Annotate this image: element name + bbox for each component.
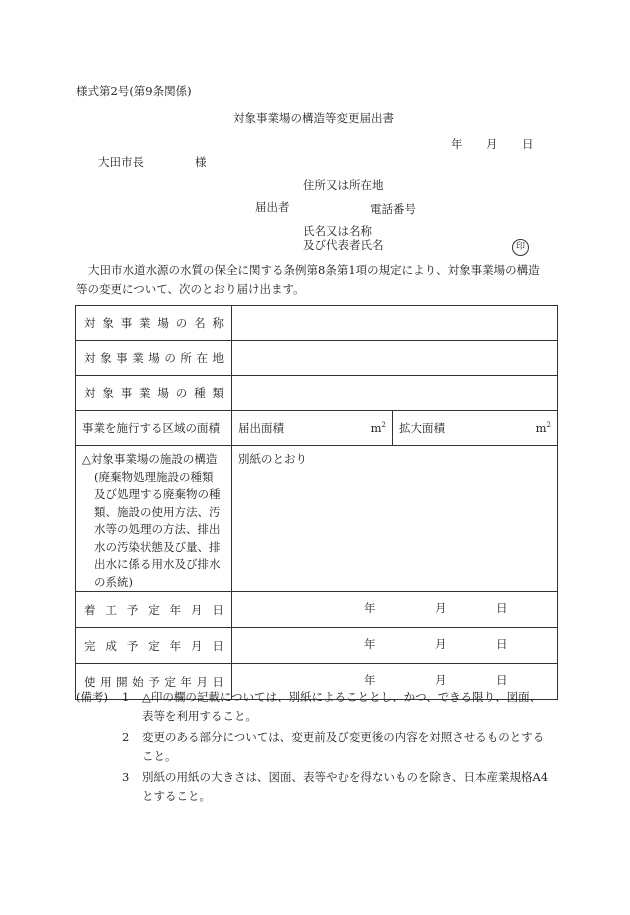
- completion-date-year: 年: [364, 636, 376, 651]
- facility-location-label-char: 在: [196, 351, 208, 365]
- use-start-date-label-char: 日: [212, 674, 224, 689]
- facility-location-label-char: 事: [116, 351, 128, 365]
- phone-label: 電話番号: [370, 202, 416, 216]
- notes-section: [76, 688, 561, 806]
- facility-name-label-char: 場: [157, 316, 169, 330]
- note-text-3: 別紙の用紙の大きさは、図面、表等やむを得ないものを除き、日本産業規格A4 とすること。: [142, 770, 549, 803]
- structure-label-detail-line: 水の汚染状態及び量、排: [94, 539, 221, 554]
- facility-type-label-char: 象: [102, 386, 114, 400]
- use-start-date-day: 日: [496, 672, 508, 687]
- table-row-facility-type: [76, 376, 558, 411]
- completion-date-label-char: 定: [148, 638, 160, 653]
- facility-location-label: [76, 341, 232, 376]
- completion-date-label-char: 日: [212, 638, 224, 653]
- facility-name-label-char: 称: [212, 316, 224, 330]
- use-start-date-label-char: 定: [164, 674, 176, 689]
- start-date-label-char: 定: [148, 602, 160, 617]
- start-date-label-char: 年: [169, 602, 182, 617]
- structure-label-line1: △対象事業場の施設の構造: [82, 452, 218, 466]
- notes-heading: (備考): [76, 690, 108, 704]
- body-text-line-1: 大田市水道水源の水質の保全に関する条例第8条第1項の規定により、対象事業場の構造: [88, 263, 540, 277]
- structure-label-detail-line: の系統): [94, 574, 133, 589]
- completion-date-month: 月: [435, 636, 447, 651]
- start-date-label: [76, 592, 232, 628]
- facility-type-label-char: 場: [157, 386, 169, 400]
- start-date-label-char: 着: [84, 602, 96, 617]
- seal-icon: 印: [512, 239, 529, 256]
- start-date-value[interactable]: [232, 592, 558, 628]
- table-row-structure: [76, 446, 558, 592]
- note-text-2: 変更のある部分については、変更前及び変更後の内容を対照させるものとする こと。: [142, 730, 545, 763]
- form-table: [75, 305, 558, 700]
- use-start-date-label-char: 使: [84, 674, 96, 689]
- facility-name-label-char: 事: [120, 316, 133, 330]
- start-date-year: 年: [364, 600, 376, 615]
- facility-location-label-char: 象: [100, 351, 112, 365]
- structure-label-detail-line: 水等の処理の方法、排出: [94, 522, 221, 536]
- structure-label-detail-line: (廃棄物処理施設の種類: [94, 469, 214, 484]
- start-date-month: 月: [435, 600, 447, 615]
- facility-type-label-char: 業: [139, 386, 151, 400]
- completion-date-day: 日: [496, 636, 508, 651]
- completion-date-label-char: 月: [191, 638, 203, 653]
- use-start-date-label-char: 予: [148, 674, 160, 689]
- structure-label-detail-line: 出水に係る用水及び排水: [94, 557, 221, 571]
- structure-value[interactable]: [232, 446, 558, 592]
- use-start-date-year: 年: [364, 672, 376, 687]
- expanded-area-unit: $m^2$: [535, 421, 551, 435]
- facility-location-value[interactable]: [232, 341, 558, 376]
- name-label-1: 氏名又は名称: [303, 224, 372, 238]
- facility-location-label-char: 所: [180, 351, 192, 365]
- completion-date-label-char: 完: [84, 638, 96, 653]
- body-text-line-2: 等の変更について、次のとおり届け出ます。: [76, 282, 305, 296]
- date-day: 日: [522, 137, 534, 151]
- facility-location-label-char: 場: [148, 351, 160, 365]
- facility-name-label-char: の: [175, 316, 188, 330]
- structure-label-detail-line: 及び処理する廃棄物の種: [94, 487, 221, 501]
- reported-area-unit: $m^2$: [370, 421, 386, 435]
- facility-name-value[interactable]: [232, 306, 558, 341]
- note-item-3: [76, 768, 561, 806]
- completion-date-label-char: 成: [105, 638, 117, 653]
- facility-type-label-char: 対: [84, 386, 96, 400]
- reported-area-label: 届出面積: [238, 421, 284, 435]
- addressee-name: 大田市長: [98, 155, 144, 169]
- name-label-2: 及び代表者氏名: [303, 238, 384, 252]
- facility-location-label-char: 業: [132, 351, 144, 365]
- facility-type-label-char: 事: [120, 386, 133, 400]
- facility-type-value[interactable]: [232, 376, 558, 411]
- facility-location-label-char: 地: [212, 351, 224, 365]
- use-start-date-label-char: 開: [116, 674, 128, 689]
- completion-date-value[interactable]: [232, 628, 558, 664]
- completion-date-label-char: 予: [126, 638, 139, 653]
- start-date-label-char: 予: [126, 602, 139, 617]
- seal-mark: [512, 239, 529, 256]
- structure-label: [76, 446, 232, 592]
- facility-location-label-char: 対: [84, 351, 96, 365]
- expanded-area-label: 拡大面積: [399, 421, 445, 435]
- table-row-facility-location: [76, 341, 558, 376]
- expanded-area-cell[interactable]: [393, 411, 558, 446]
- start-date-label-char: 日: [212, 602, 224, 617]
- note-text-1: △印の欄の記載については、別紙によることとし、かつ、できる限り、図面、 表等を利用すること。: [142, 690, 542, 723]
- note-number-2: 2: [122, 730, 130, 744]
- use-start-date-label-char: 始: [132, 674, 144, 689]
- use-start-date-label-char: 用: [100, 674, 112, 689]
- facility-type-label-char: の: [175, 386, 188, 400]
- date-year: 年: [451, 137, 463, 151]
- start-date-label-char: 工: [105, 602, 117, 617]
- table-row-area: [76, 411, 558, 446]
- facility-type-label: [76, 376, 232, 411]
- facility-name-label-char: 対: [84, 316, 96, 330]
- structure-label-detail-line: 類、施設の使用方法、汚: [94, 504, 221, 519]
- facility-type-label-char: 種: [194, 386, 206, 400]
- area-label: 事業を施行する区域の面積: [76, 411, 232, 446]
- note-number-1: 1: [122, 690, 130, 704]
- reported-area-cell[interactable]: [232, 411, 393, 446]
- facility-name-label-char: 業: [139, 316, 151, 330]
- table-row-start-date: [76, 592, 558, 628]
- address-label: 住所又は所在地: [303, 178, 384, 192]
- table-row-facility-name: [76, 306, 558, 341]
- submitter-role-label: 届出者: [255, 200, 290, 214]
- completion-date-label: [76, 628, 232, 664]
- addressee-honorific: 様: [195, 155, 207, 169]
- completion-date-label-char: 年: [169, 638, 182, 653]
- start-date-day: 日: [496, 600, 508, 615]
- table-row-completion-date: [76, 628, 558, 664]
- note-item-2: [76, 728, 561, 766]
- facility-name-label-char: 象: [102, 316, 114, 330]
- use-start-date-label-char: 月: [196, 674, 208, 689]
- start-date-label-char: 月: [191, 602, 203, 617]
- date-month: 月: [486, 137, 498, 151]
- document-title: 対象事業場の構造等変更届出書: [233, 111, 394, 125]
- facility-location-label-char: の: [164, 351, 176, 365]
- form-number: 様式第2号(第9条関係): [76, 84, 192, 98]
- structure-label-detail: [82, 469, 227, 592]
- use-start-date-label-char: 年: [180, 674, 192, 689]
- note-number-3: 3: [122, 770, 130, 784]
- facility-name-label: [76, 306, 232, 341]
- structure-value-text: 別紙のとおり: [238, 452, 307, 466]
- use-start-date-month: 月: [435, 672, 447, 687]
- facility-type-label-char: 類: [212, 386, 224, 400]
- note-item-1: [76, 688, 561, 726]
- facility-name-label-char: 名: [194, 316, 206, 330]
